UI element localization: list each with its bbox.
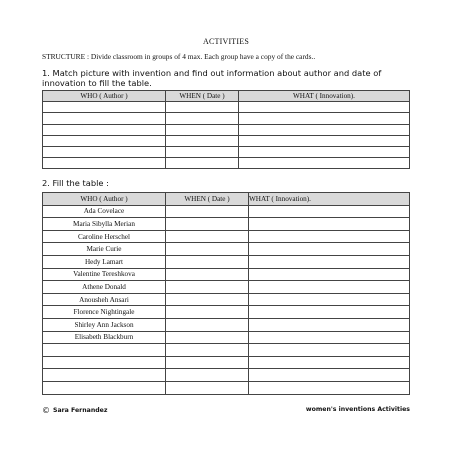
cell-what: [239, 124, 410, 135]
section2-instruction: 2. Fill the table :: [42, 178, 109, 188]
table-header-row: [43, 193, 410, 206]
cell-when: [166, 281, 249, 294]
cell-who: [43, 369, 166, 382]
cell-who: Anousheh Ansari: [43, 293, 166, 306]
table-row: [43, 158, 410, 169]
table-row: [43, 293, 410, 306]
cell-what: [239, 146, 410, 157]
table-row: [43, 281, 410, 294]
table-row: [43, 102, 410, 113]
copyright-icon: ©: [42, 406, 50, 415]
cell-what: [249, 331, 410, 344]
column-header-what: WHAT ( Innovation).: [249, 193, 410, 206]
column-header-when: WHEN ( Date ): [166, 91, 239, 102]
cell-when: [166, 306, 249, 319]
footer-title: women's inventions Activities: [305, 406, 410, 413]
cell-what: [249, 381, 410, 394]
cell-when: [166, 268, 249, 281]
cell-when: [166, 158, 239, 169]
table-row: [43, 306, 410, 319]
cell-what: [249, 306, 410, 319]
cell-when: [166, 381, 249, 394]
cell-when: [166, 135, 239, 146]
cell-what: [249, 281, 410, 294]
cell-who: Elisabeth Blackburn: [43, 331, 166, 344]
table-row: [43, 318, 410, 331]
cell-what: [249, 318, 410, 331]
cell-when: [166, 356, 249, 369]
cell-who: [43, 102, 166, 113]
fill-table: [42, 192, 410, 395]
cell-who: Maria Sibylla Merian: [43, 218, 166, 231]
cell-what: [249, 369, 410, 382]
table-row: [43, 230, 410, 243]
cell-when: [166, 318, 249, 331]
cell-what: [249, 205, 410, 218]
cell-who: Shirley Ann Jackson: [43, 318, 166, 331]
cell-when: [166, 102, 239, 113]
table-row: [43, 268, 410, 281]
cell-who: [43, 135, 166, 146]
table-row: [43, 356, 410, 369]
cell-what: [249, 293, 410, 306]
cell-when: [166, 331, 249, 344]
cell-when: [166, 205, 249, 218]
table-row: [43, 218, 410, 231]
cell-what: [239, 102, 410, 113]
cell-what: [249, 243, 410, 256]
cell-what: [249, 344, 410, 357]
cell-who: Caroline Herschel: [43, 230, 166, 243]
cell-when: [166, 369, 249, 382]
table-row: [43, 146, 410, 157]
cell-who: Athene Donald: [43, 281, 166, 294]
cell-who: [43, 158, 166, 169]
table-row: [43, 344, 410, 357]
cell-when: [166, 344, 249, 357]
table-row: [43, 243, 410, 256]
cell-who: Hedy Lamart: [43, 255, 166, 268]
table-row: [43, 381, 410, 394]
cell-who: [43, 113, 166, 124]
cell-when: [166, 113, 239, 124]
cell-when: [166, 218, 249, 231]
footer-author: [42, 406, 107, 415]
cell-who: [43, 344, 166, 357]
cell-when: [166, 146, 239, 157]
page-title: ACTIVITIES: [203, 37, 249, 46]
cell-what: [249, 255, 410, 268]
cell-what: [239, 135, 410, 146]
match-table: [42, 90, 410, 169]
column-header-who: WHO ( Author ): [43, 91, 166, 102]
cell-who: Ada Covelace: [43, 205, 166, 218]
table-row: [43, 255, 410, 268]
table-row: [43, 124, 410, 135]
cell-when: [166, 293, 249, 306]
structure-text: STRUCTURE : Divide classroom in groups of 4 max. Each group have a copy of the cards..: [42, 52, 316, 61]
cell-what: [239, 113, 410, 124]
cell-what: [249, 218, 410, 231]
cell-who: [43, 124, 166, 135]
author-name: Sara Fernandez: [53, 407, 108, 414]
cell-what: [249, 230, 410, 243]
column-header-when: WHEN ( Date ): [166, 193, 249, 206]
table-row: [43, 331, 410, 344]
cell-who: Marie Curie: [43, 243, 166, 256]
cell-when: [166, 243, 249, 256]
cell-what: [249, 268, 410, 281]
cell-who: Valentine Tereshkova: [43, 268, 166, 281]
cell-when: [166, 124, 239, 135]
cell-who: Florence Nightingale: [43, 306, 166, 319]
table-row: [43, 113, 410, 124]
cell-who: [43, 381, 166, 394]
table-row: [43, 369, 410, 382]
table-row: [43, 205, 410, 218]
cell-when: [166, 230, 249, 243]
cell-what: [239, 158, 410, 169]
table-row: [43, 135, 410, 146]
cell-who: [43, 356, 166, 369]
cell-who: [43, 146, 166, 157]
cell-when: [166, 255, 249, 268]
column-header-who: WHO ( Author ): [43, 193, 166, 206]
column-header-what: WHAT ( Innovation).: [239, 91, 410, 102]
cell-what: [249, 356, 410, 369]
section1-instruction: 1. Match picture with invention and find out information about author and date of innovation to fill the table.: [42, 68, 382, 88]
table-header-row: [43, 91, 410, 102]
